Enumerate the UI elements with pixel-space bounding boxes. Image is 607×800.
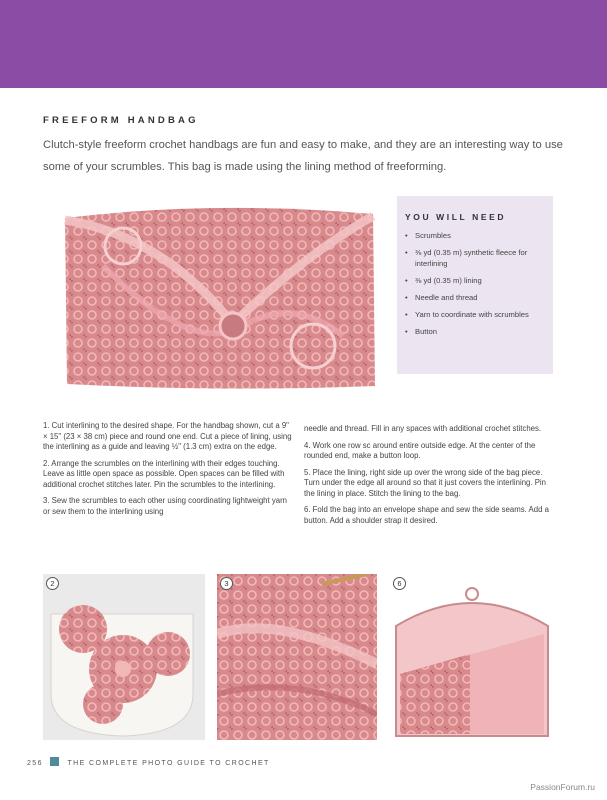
step-number-badge: 2 <box>46 577 59 590</box>
step-paragraph: 5. Place the lining, right side up over the wrong side of the bag piece. Turn under the edge all around so that it just covers the interlining. Pin the lining in place. Stitch the lining to the bag. <box>304 467 546 498</box>
page-number: 256 <box>27 760 43 767</box>
materials-list <box>405 230 549 343</box>
step-paragraph: 2. Arrange the scrumbles on the interlining with their edges touching. Leave as little open space as possible. Open spaces can be filled with additional crochet stitches later. Pin the scrumbles to the interlining. <box>43 458 285 489</box>
materials-heading: YOU WILL NEED <box>405 212 507 222</box>
materials-box <box>397 196 553 374</box>
list-item: • Needle and thread <box>405 292 549 303</box>
step-paragraph: 6. Fold the bag into an envelope shape and sew the side seams. Add a button. Add a shoulder strap it desired. <box>304 505 549 525</box>
step-number-badge: 3 <box>220 577 233 590</box>
handbag-photo <box>43 196 395 394</box>
book-title: THE COMPLETE PHOTO GUIDE TO CROCHET <box>67 760 270 767</box>
top-color-band <box>0 0 607 88</box>
page-footer <box>27 757 270 767</box>
step-photo-2 <box>43 574 205 740</box>
step-photo-3 <box>217 574 377 740</box>
page-title: FREEFORM HANDBAG <box>43 115 199 126</box>
instructions-column-right <box>304 424 556 532</box>
step-paragraph: 4. Work one row sc around entire outside edge. At the center of the rounded end, make a button loop. <box>304 440 536 460</box>
step-paragraph: needle and thread. Fill in any spaces with additional crochet stitches. <box>304 424 542 433</box>
step-number-badge: 6 <box>393 577 406 590</box>
step-paragraph: 1. Cut interlining to the desired shape. For the handbag shown, cut a 9" × 15" (23 × 38 cm) piece and round one end. Cut a piece of lining, using the interlining as a guide and leaving ½" (1.3 cm) extra on the edge. <box>43 421 292 451</box>
list-item: • ⅜ yd (0.35 m) synthetic fleece for interlining <box>405 247 549 269</box>
instructions-column-left <box>43 421 293 523</box>
watermark: PassionForum.ru <box>530 782 595 792</box>
step-photo-6 <box>390 574 554 740</box>
book-logo-icon <box>50 757 59 766</box>
list-item: • ⅜ yd (0.35 m) lining <box>405 275 549 286</box>
list-item: • Button <box>405 326 549 337</box>
list-item: • Yarn to coordinate with scrumbles <box>405 309 549 320</box>
intro-paragraph: Clutch-style freeform crochet handbags are fun and easy to make, and they are an interesting way to use some of your scrumbles. This bag is made using the lining method of freeforming. <box>43 139 563 173</box>
step-paragraph: 3. Sew the scrumbles to each other using coordinating lightweight yarn or sew them to the interlining using <box>43 496 288 516</box>
list-item: • Scrumbles <box>405 230 549 241</box>
